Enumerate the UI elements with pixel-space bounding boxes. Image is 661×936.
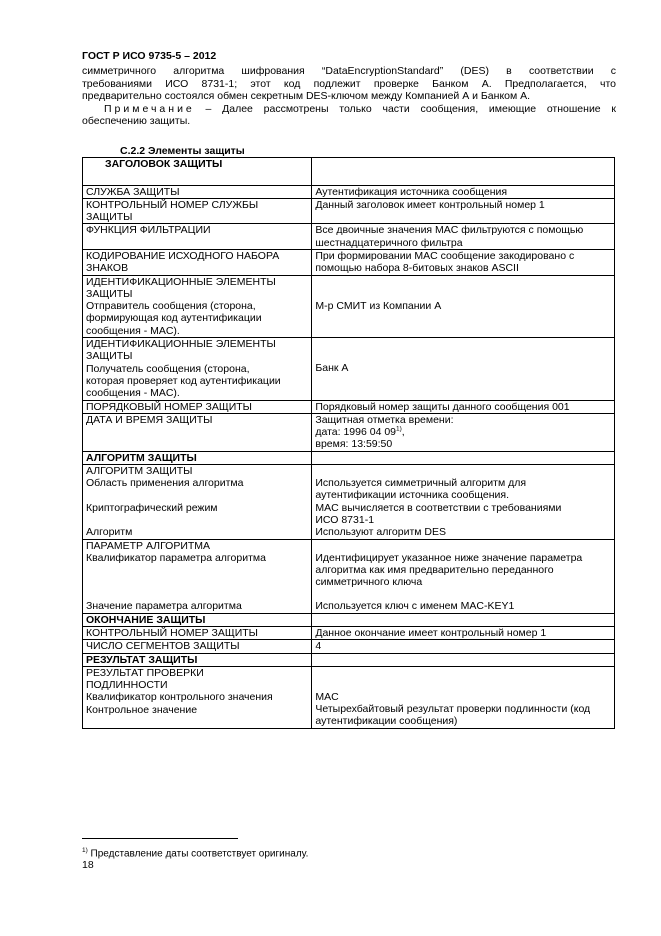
cell-line: КОНТРОЛЬНЫЙ НОМЕР СЛУЖБЫ (86, 198, 259, 211)
cell-spacer (315, 465, 612, 477)
cell-line: АЛГОРИТМ ЗАЩИТЫ (86, 465, 193, 478)
table-cell (312, 653, 615, 666)
table-cell (83, 465, 312, 539)
cell-line: шестнадцатеричного фильтра (315, 236, 463, 249)
cell-line: MAC (315, 690, 339, 703)
cell-line: ИСО 8731-1 (315, 513, 375, 526)
intro-line: предварительно состоялся обмен секретным DES-ключом между Компанией А и Банком А. (82, 90, 531, 102)
section-title: С.2.2 Элементы защиты (120, 144, 245, 157)
table-cell: АЛГОРИТМ ЗАЩИТЫ (83, 451, 312, 464)
table-row (83, 539, 615, 613)
table-cell: ДАТА И ВРЕМЯ ЗАЩИТЫ (83, 413, 312, 451)
cell-line: ИДЕНТИФИКАЦИОННЫЕ ЭЛЕМЕНТЫ (86, 275, 276, 288)
cell-line: Квалификатор контрольного значения (86, 691, 273, 704)
cell-spacer (86, 716, 309, 728)
table-cell (312, 666, 615, 728)
document-page (82, 50, 616, 729)
table-cell: ПОРЯДКОВЫЙ НОМЕР ЗАЩИТЫ (83, 400, 312, 413)
table-row (83, 451, 615, 464)
table-cell: Данное окончание имеет контрольный номер 1 (312, 627, 615, 640)
cell-line: Область применения алгоритма (86, 477, 244, 490)
cell-line: алгоритма как имя предварительно переданного (315, 563, 554, 576)
footnote (82, 845, 308, 860)
footnote-divider (82, 838, 238, 839)
table-row (83, 627, 615, 640)
cell-spacer (315, 540, 612, 552)
cell-line: аутентификации сообщения) (315, 715, 458, 728)
cell-line: Криптографический режим (86, 501, 218, 514)
footnote-mark: 1) (82, 847, 88, 854)
cell-spacer (315, 338, 612, 350)
table-cell: ЗАГОЛОВОК ЗАЩИТЫ (83, 157, 312, 185)
intro-line: симметричного алгоритма шифрования “DataEncryptionStandard” (DES) в соответствии с (82, 65, 616, 77)
note-line (82, 103, 616, 116)
intro-line: требованиями ИСО 8731-1; этот код подлежит проверке Банком А. Предполагается, что (82, 77, 616, 90)
date-value: дата: 1996 04 09 (315, 426, 397, 439)
table-cell: Данный заголовок имеет контрольный номер 1 (312, 198, 615, 224)
table-cell (312, 613, 615, 626)
table-cell: 4 (312, 640, 615, 653)
table-row (83, 185, 615, 198)
cell-spacer (86, 576, 309, 588)
cell-line: ЗАЩИТЫ (86, 350, 133, 363)
intro-paragraph (82, 65, 616, 103)
cell-line: Алгоритм (86, 525, 133, 538)
cell-line: ЗАЩИТЫ (86, 211, 133, 224)
table-cell (83, 666, 312, 728)
cell-line: Идентифицирует указанное ниже значение параметра (315, 551, 583, 564)
table-cell: КОНТРОЛЬНЫЙ НОМЕР ЗАЩИТЫ (83, 627, 312, 640)
table-row (83, 338, 615, 400)
table-row (83, 249, 615, 275)
cell-line: Квалификатор параметра алгоритма (86, 551, 266, 564)
security-elements-table (82, 157, 615, 730)
cell-line: При формировании MAC сообщение закодировано с (315, 249, 575, 262)
cell-line: ИДЕНТИФИКАЦИОННЫЕ ЭЛЕМЕНТЫ (86, 338, 276, 351)
cell-line: Защитная отметка времени: (315, 413, 454, 426)
cell-line: Контрольное значение (86, 703, 198, 716)
table-cell (312, 338, 615, 400)
table-cell (312, 451, 615, 464)
table-row (83, 666, 615, 728)
document-header: ГОСТ Р ИСО 9735-5 – 2012 (82, 50, 217, 62)
cell-spacer (315, 679, 612, 691)
table-cell (312, 157, 615, 185)
table-row (83, 613, 615, 626)
cell-line: Используют алгоритм DES (315, 526, 447, 539)
note-label: Примечание (104, 102, 195, 115)
cell-line: Получатель сообщения (сторона, (86, 362, 250, 375)
cell-line: симметричного ключа (315, 576, 423, 589)
cell-line: Отправитель сообщения (сторона, (86, 300, 256, 313)
table-row (83, 224, 615, 250)
cell-line: MAC вычисляется в соответствии с требованиями (315, 501, 562, 514)
cell-line: аутентификации источника сообщения. (315, 489, 509, 502)
cell-line (315, 426, 612, 438)
cell-line: Все двоичные значения MAC фильтруются с помощью (315, 224, 584, 237)
cell-line: Банк А (315, 362, 349, 375)
cell-line: время: 13:59:50 (315, 438, 393, 451)
table-cell: СЛУЖБА ЗАЩИТЫ (83, 185, 312, 198)
note-line: обеспечению защиты. (82, 115, 191, 127)
table-cell (312, 275, 615, 337)
table-cell (312, 465, 615, 539)
table-cell: РЕЗУЛЬТАТ ЗАЩИТЫ (83, 653, 312, 666)
footnote-ref: 1) (396, 425, 402, 433)
cell-spacer (86, 588, 309, 600)
cell-spacer (315, 350, 612, 362)
cell-line: сообщения - MAC). (86, 387, 180, 400)
cell-line: помощью набора 8-битовых знаков ASCII (315, 262, 519, 275)
table-cell (83, 539, 312, 613)
table-row (83, 653, 615, 666)
cell-line: сообщения - MAC). (86, 324, 180, 337)
cell-line: М-р СМИТ из Компании А (315, 299, 442, 312)
table-cell (83, 338, 312, 400)
note-text: – Далее рассмотрены только части сообщения, имеющие отношение к (194, 102, 616, 115)
table-row (83, 157, 615, 185)
cell-line: КОДИРОВАНИЕ ИСХОДНОГО НАБОРА (86, 249, 280, 262)
cell-spacer (86, 514, 309, 526)
table-row (83, 413, 615, 451)
table-cell: ФУНКЦИЯ ФИЛЬТРАЦИИ (83, 224, 312, 250)
footnote-text: Представление даты соответствует оригиналу. (87, 848, 309, 860)
cell-line: ПАРАМЕТР АЛГОРИТМА (86, 539, 211, 552)
table-row (83, 400, 615, 413)
cell-spacer (315, 588, 612, 600)
table-cell (312, 249, 615, 275)
page-number: 18 (82, 859, 94, 871)
cell-spacer (315, 667, 612, 679)
table-cell: ОКОНЧАНИЕ ЗАЩИТЫ (83, 613, 312, 626)
table-row (83, 275, 615, 337)
table-cell (312, 224, 615, 250)
cell-line: Четырехбайтовый результат проверки подлинности (код (315, 703, 591, 716)
cell-line: формирующая код аутентификации (86, 312, 262, 325)
table-row (83, 198, 615, 224)
table-cell: Аутентификация источника сообщения (312, 185, 615, 198)
table-cell: Порядковый номер защиты данного сообщения 001 (312, 400, 615, 413)
cell-line: ЗАЩИТЫ (86, 287, 133, 300)
cell-spacer (86, 564, 309, 576)
cell-spacer (315, 288, 612, 300)
cell-line: которая проверяет код аутентификации (86, 374, 281, 387)
note-paragraph (82, 103, 616, 128)
table-cell (312, 413, 615, 451)
cell-line: Значение параметра алгоритма (86, 600, 242, 613)
table-cell: ЧИСЛО СЕГМЕНТОВ ЗАЩИТЫ (83, 640, 312, 653)
cell-line: РЕЗУЛЬТАТ ПРОВЕРКИ (86, 666, 204, 679)
cell-line: Используется симметричный алгоритм для (315, 477, 527, 490)
table-cell (83, 249, 312, 275)
cell-line: ПОДЛИННОСТИ (86, 679, 168, 692)
table-cell (83, 198, 312, 224)
date-tail: , (401, 426, 405, 439)
table-cell (83, 275, 312, 337)
cell-spacer (86, 490, 309, 502)
table-row (83, 640, 615, 653)
cell-spacer (315, 276, 612, 288)
cell-line: Используется ключ с именем MAC-KEY1 (315, 600, 515, 613)
table-row (83, 465, 615, 539)
cell-line: ЗНАКОВ (86, 262, 129, 275)
table-cell (312, 539, 615, 613)
